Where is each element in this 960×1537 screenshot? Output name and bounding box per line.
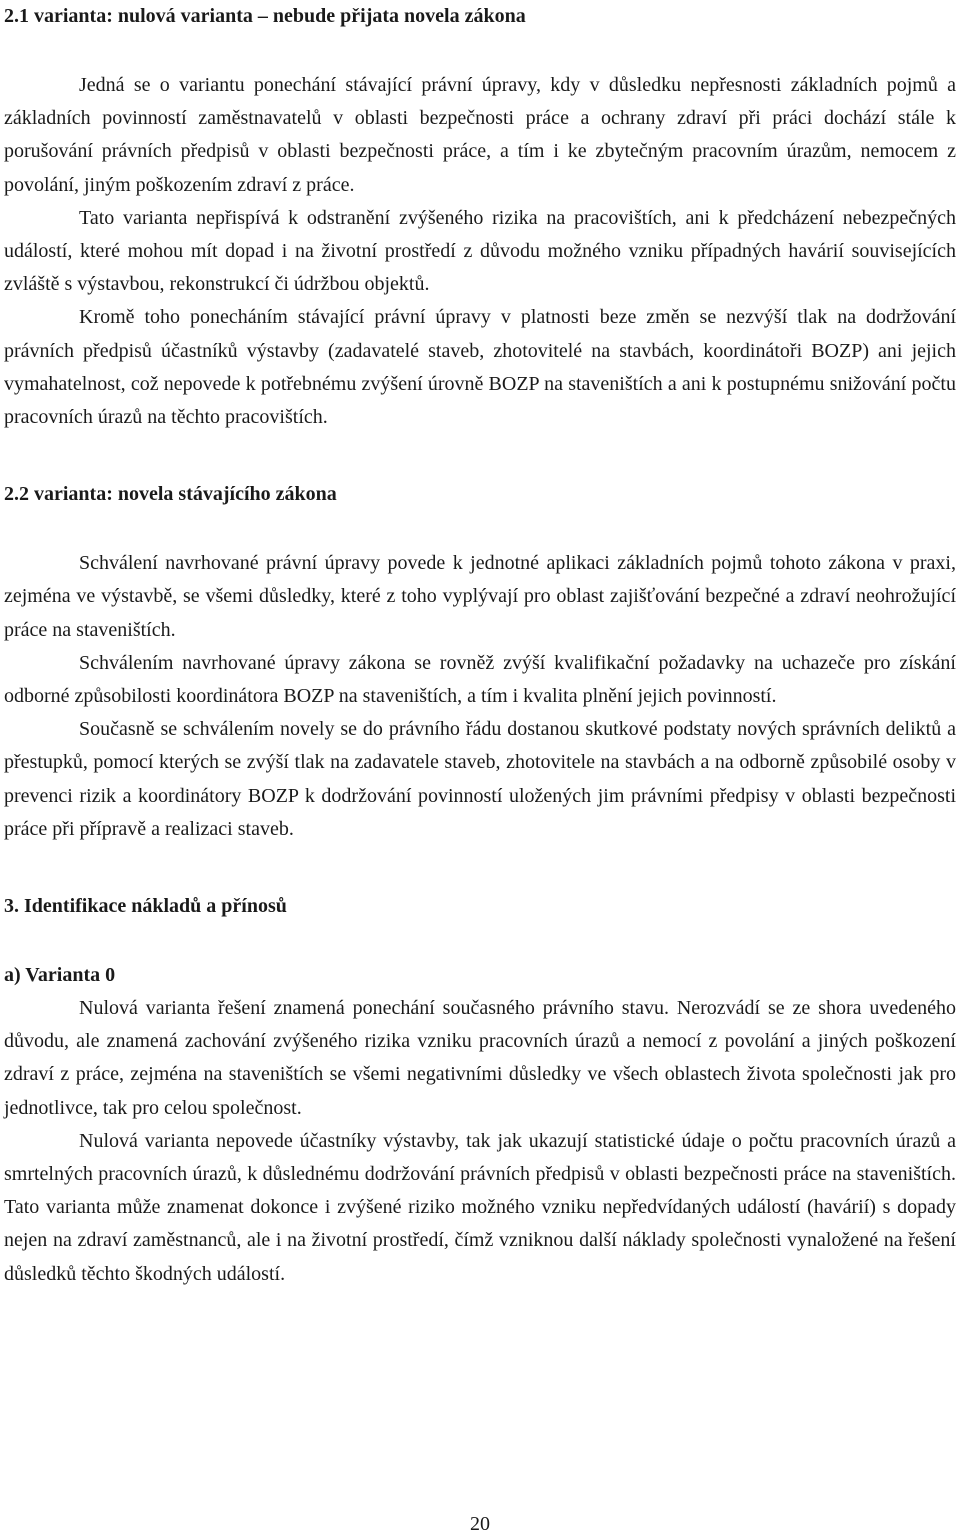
paragraph-3a-1: Nulová varianta řešení znamená ponechání současného právního stavu. Nerozvádí se ze shora uvedeného důvodu, ale znamená zachování zvýšeného rizika vzniku pracovních úrazů a nemocí z povolání a jiných poškození zdraví z práce, zejména na staveništích se všemi negativními důsledky ve všech oblastech života společnosti jak pro jednotlivce, tak pro celou společnost. bbox=[4, 997, 956, 1119]
paragraph-2-2-1: Schválení navrhované právní úpravy povede k jednotné aplikaci základních pojmů tohoto zákona v praxi, zejména ve výstavbě, se všemi důsledky, které z toho vyplývají pro oblast zajišťování bezpečné a zdraví neohrožující práce na staveništích. bbox=[4, 552, 956, 641]
paragraph-2-2-2: Schválením navrhované úpravy zákona se rovněž zvýší kvalifikační požadavky na uchazeče pro získání odborné způsobilosti koordinátora BOZP na staveništích, a tím i kvalita plnění jejich povinností. bbox=[4, 651, 956, 708]
paragraph-2-1-1: Jedná se o variantu ponechání stávající právní úpravy, kdy v důsledku nepřesnosti základních pojmů a základních povinností zaměstnavatelů v oblasti bezpečnosti práce a ochrany zdraví při práci dochází stále k porušování právních předpisů v oblasti bezpečnosti práce, a tím i ke zbytečným pracovním úrazům, nemocem z povolání, jiným poškozením zdraví z práce. bbox=[4, 74, 956, 196]
document-page bbox=[4, 0, 956, 1291]
paragraph-2-1-2: Tato varianta nepřispívá k odstranění zvýšeného rizika na pracovištích, ani k předcházení nebezpečných událostí, které mohou mít dopad i na životní prostředí z důvodu možného vzniku případných havárií souvisejících zvláště s výstavbou, rekonstrukcí či údržbou objektů. bbox=[4, 206, 956, 296]
section-heading-3: 3. Identifikace nákladů a přínosů bbox=[4, 895, 287, 918]
paragraph-2-1-3: Kromě toho ponecháním stávající právní úpravy v platnosti beze změn se nezvýší tlak na dodržování právních předpisů účastníků výstavby (zadavatelé staveb, zhotovitelé na stavbách, koordinátoři BOZP) ani jejich vymahatelnost, což nepovede k potřebnému zvýšení úrovně BOZP na staveništích a ani k postupnému snižování počtu pracovních úrazů na těchto pracovištích. bbox=[4, 306, 956, 429]
section-heading-2-2: 2.2 varianta: novela stávajícího zákona bbox=[4, 483, 337, 506]
subsection-heading-a: a) Varianta 0 bbox=[4, 964, 116, 987]
paragraph-3a-2: Nulová varianta nepovede účastníky výstavby, tak jak ukazují statistické údaje o počtu pracovních úrazů a smrtelných pracovních úrazů, k důslednému dodržování právních předpisů v oblasti bezpečnosti práce na staveništích. Tato varianta může znamenat dokonce i zvýšené riziko možného vzniku nepředvídaných událostí (havárií) s dopady nejen na zdraví zaměstnanců, ale i na životní prostředí, čímž vzniknou další náklady společnosti vynaložené na řešení důsledků těchto škodných událostí. bbox=[4, 1129, 956, 1285]
section-heading-2-1: 2.1 varianta: nulová varianta – nebude přijata novela zákona bbox=[4, 5, 526, 27]
paragraph-2-2-3: Současně se schválením novely se do právního řádu dostanou skutkové podstaty nových správních deliktů a přestupků, pomocí kterých se zvýší tlak na zadavatele staveb, zhotovitele na stavbách a na odborně způsobilé osoby v prevenci rizik a koordinátory BOZP k dodržování povinností uložených jim právními předpisy v oblasti bezpečnosti práce při přípravě a realizaci staveb. bbox=[4, 718, 956, 840]
page-number: 20 bbox=[470, 1513, 490, 1535]
